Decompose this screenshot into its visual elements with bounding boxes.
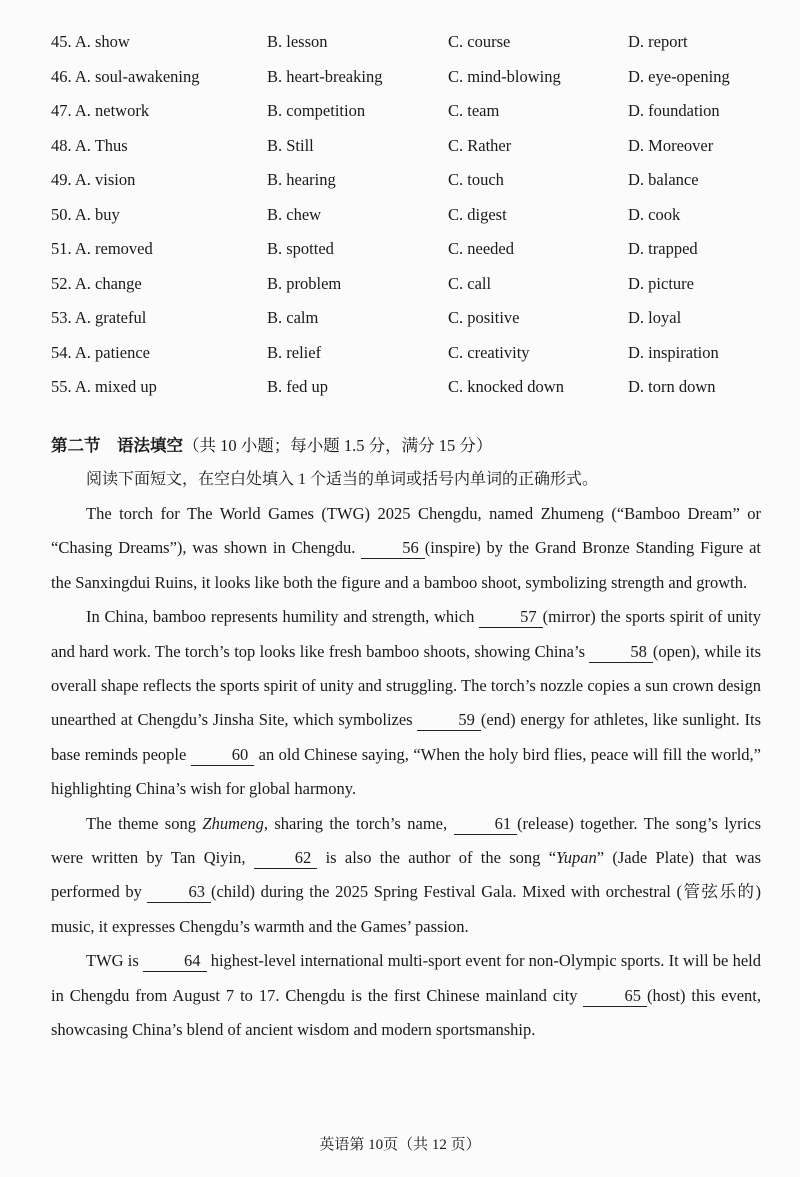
option-c: C. knocked down (448, 377, 564, 396)
option-row-46 (51, 65, 771, 100)
option-a: 48. A. Thus (51, 135, 128, 155)
option-c: C. call (448, 273, 492, 293)
option-c: C. course (448, 32, 511, 51)
option-b: B. Still (267, 135, 314, 155)
option-d: D. Moreover (628, 135, 714, 155)
option-d: D. eye-opening (628, 66, 730, 86)
option-a: 54. A. patience (51, 342, 150, 362)
option-a: 50. A. buy (51, 204, 120, 224)
option-d: D. picture (628, 273, 694, 293)
option-b: B. calm (267, 308, 319, 327)
option-row-52 (51, 272, 771, 307)
section-instruction: 阅读下面短文，在空白处填入 1 个适当的单词或括号内单词的正确形式。 (86, 471, 599, 488)
option-c: C. digest (448, 204, 507, 224)
blank-59[interactable]: 59 (417, 710, 481, 731)
option-c: C. team (448, 101, 500, 120)
section-title: 第二节 语法填空 (51, 436, 183, 455)
option-b: B. lesson (267, 32, 328, 51)
blank-56[interactable]: 56 (361, 538, 425, 559)
option-row-53 (51, 306, 771, 341)
option-a: 55. A. mixed up (51, 377, 157, 396)
option-d: D. cook (628, 204, 681, 224)
option-d: D. trapped (628, 239, 698, 258)
option-c: C. Rather (448, 135, 512, 155)
option-c: C. touch (448, 170, 504, 189)
option-c: C. mind-blowing (448, 66, 561, 86)
option-c: C. positive (448, 308, 520, 327)
option-row-49 (51, 168, 771, 203)
option-row-47 (51, 99, 771, 134)
option-d: D. report (628, 32, 688, 51)
option-b: B. heart-breaking (267, 66, 383, 86)
blank-64[interactable]: 64 (143, 951, 207, 972)
option-d: D. foundation (628, 101, 720, 120)
option-d: D. inspiration (628, 342, 719, 362)
blank-63[interactable]: 63 (147, 882, 211, 903)
option-b: B. hearing (267, 170, 336, 189)
page-footer: 英语第 10页（共 12 页） (319, 1137, 481, 1153)
option-b: B. fed up (267, 377, 328, 396)
blank-60[interactable]: 60 (191, 745, 255, 766)
option-row-54 (51, 341, 771, 376)
option-a: 45. A. show (51, 32, 130, 51)
option-b: B. spotted (267, 239, 334, 258)
section-score: （共 10 小题；每小题 1.5 分，满分 15 分） (183, 436, 493, 455)
blank-65[interactable]: 65 (583, 986, 647, 1007)
option-d: D. loyal (628, 308, 682, 327)
option-b: B. competition (267, 101, 366, 120)
option-a: 49. A. vision (51, 170, 136, 189)
answer-options (51, 30, 771, 410)
blank-58[interactable]: 58 (589, 642, 653, 663)
paragraph-3: The theme song Zhumeng, sharing the torch’s name, 61 (release) together. The song’s lyrics were written by Tan Qiyin, 62 is also the author of the song “Yupan” (Jade Plate) that was performed by 63 (child) during the 2025 Spring Festival Gala. Mixed with orchestral (管弦乐的) music, it expresses Chengdu’s warmth and the Games’ passion. (51, 813, 761, 936)
blank-57[interactable]: 57 (479, 607, 543, 628)
option-a: 53. A. grateful (51, 308, 147, 327)
option-a: 47. A. network (51, 101, 150, 120)
option-b: B. problem (267, 273, 342, 293)
blank-61[interactable]: 61 (454, 814, 518, 835)
section-heading (51, 432, 492, 456)
option-c: C. needed (448, 239, 514, 258)
option-row-50 (51, 203, 771, 238)
option-a: 46. A. soul-awakening (51, 66, 200, 86)
option-row-45 (51, 30, 771, 65)
option-c: C. creativity (448, 342, 530, 362)
grammar-passage (51, 497, 761, 1048)
option-a: 51. A. removed (51, 239, 153, 258)
paragraph-2: In China, bamboo represents humility and strength, which 57 (mirror) the sports spirit of unity and hard work. The torch’s top looks like fresh bamboo shoots, showing China’s 58 (open), while its overall shape reflects the sports spirit of unity and struggling. The torch’s nozzle copies a sun crown design unearthed at Chengdu’s Jinsha Site, which symbolizes 59 (end) energy for athletes, like sunlight. Its base reminds people 60 an old Chinese saying, “When the holy bird flies, peace will fill the world,” highlighting China’s wish for global harmony. (51, 607, 761, 799)
option-a: 52. A. change (51, 273, 142, 293)
option-d: D. torn down (628, 377, 716, 396)
option-row-55 (51, 375, 771, 410)
paragraph-1: The torch for The World Games (TWG) 2025 Chengdu, named Zhumeng (“Bamboo Dream” or “Chasing Dreams”), was shown in Chengdu. 56 (inspire) by the Grand Bronze Standing Figure at the Sanxingdui Ruins, it looks like both the figure and a bamboo shoot, symbolizing strength and growth. (51, 504, 762, 592)
option-d: D. balance (628, 170, 699, 189)
blank-62[interactable]: 62 (254, 848, 318, 869)
option-row-51 (51, 237, 771, 272)
option-b: B. relief (267, 342, 322, 362)
option-row-48 (51, 134, 771, 169)
paragraph-4: TWG is 64 highest-level international multi-sport event for non-Olympic sports. It will be held in Chengdu from August 7 to 17. Chengdu is the first Chinese mainland city 65 (host) this event, showcasing China’s blend of ancient wisdom and modern sportsmanship. (51, 951, 761, 1040)
option-b: B. chew (267, 204, 322, 224)
